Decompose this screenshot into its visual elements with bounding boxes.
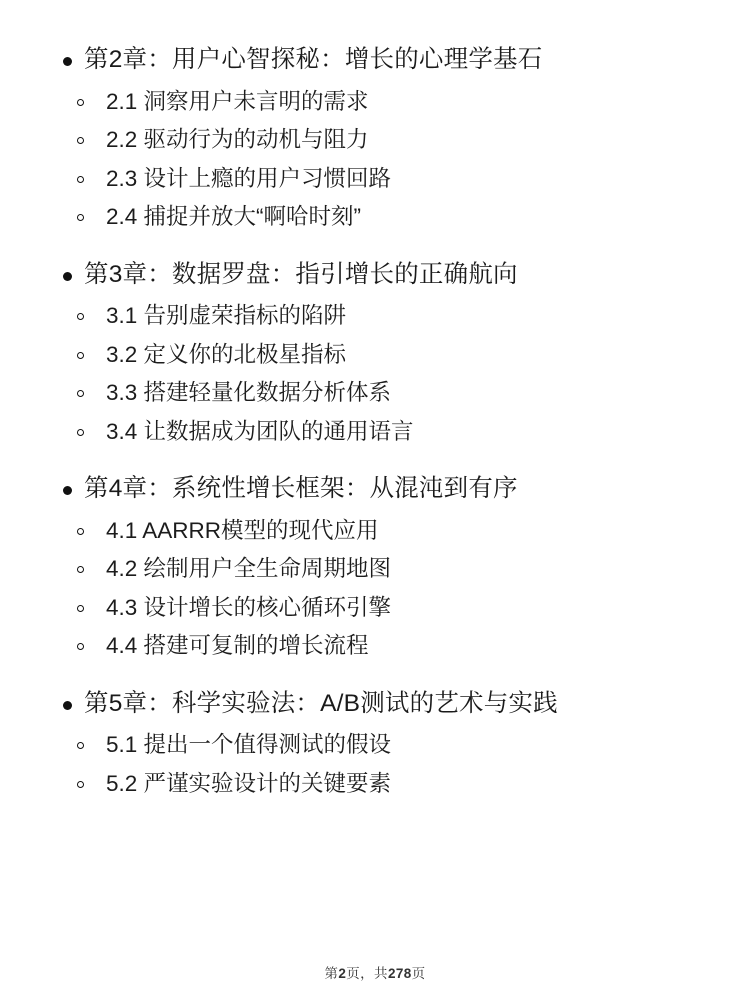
- toc-section[interactable]: [46, 515, 704, 547]
- section-title: 5.2 严谨实验设计的关键要素: [106, 770, 392, 796]
- circle-bullet-icon: [77, 176, 84, 183]
- toc-chapter[interactable]: [46, 255, 704, 293]
- bullet-icon: [63, 272, 72, 281]
- toc-section-list: [46, 300, 704, 447]
- circle-bullet-icon: [77, 566, 84, 573]
- section-title: 4.4 搭建可复制的增长流程: [106, 633, 369, 659]
- chapter-title: 第5章：科学实验法：A/B测试的艺术与实践: [84, 689, 558, 717]
- bullet-icon: [63, 486, 72, 495]
- footer-middle: 页，共: [346, 966, 388, 981]
- section-title: 3.1 告别虚荣指标的陷阱: [106, 303, 347, 329]
- toc-section[interactable]: [46, 339, 704, 371]
- toc-section[interactable]: [46, 201, 704, 233]
- toc-section-list: [46, 515, 704, 662]
- section-title: 4.3 设计增长的核心循环引擎: [106, 594, 392, 620]
- section-title: 5.1 提出一个值得测试的假设: [106, 732, 392, 758]
- section-title: 2.4 捕捉并放大“啊哈时刻”: [106, 204, 362, 230]
- section-title: 4.2 绘制用户全生命周期地图: [106, 556, 392, 582]
- toc-chapter[interactable]: [46, 684, 704, 722]
- section-title: 2.1 洞察用户未言明的需求: [106, 88, 369, 114]
- toc-section[interactable]: [46, 163, 704, 195]
- page-footer: [0, 962, 750, 982]
- toc-section[interactable]: [46, 729, 704, 761]
- table-of-contents: [46, 40, 704, 799]
- bullet-icon: [63, 57, 72, 66]
- footer-prefix: 第: [324, 966, 339, 981]
- toc-section[interactable]: [46, 768, 704, 800]
- circle-bullet-icon: [77, 429, 84, 436]
- toc-chapter[interactable]: [46, 40, 704, 78]
- chapter-title: 第3章：数据罗盘：指引增长的正确航向: [84, 260, 518, 288]
- chapter-title: 第2章：用户心智探秘：增长的心理学基石: [84, 46, 543, 73]
- circle-bullet-icon: [77, 605, 84, 612]
- section-title: 2.3 设计上瘾的用户习惯回路: [106, 165, 392, 191]
- section-title: 3.2 定义你的北极星指标: [106, 341, 347, 367]
- circle-bullet-icon: [77, 137, 84, 144]
- toc-section[interactable]: [46, 416, 704, 448]
- footer-suffix: 页: [411, 966, 426, 981]
- footer-total-pages: 278: [387, 966, 412, 981]
- section-title: 3.3 搭建轻量化数据分析体系: [106, 380, 392, 406]
- toc-chapter[interactable]: [46, 469, 704, 507]
- section-title: 2.2 驱动行为的动机与阻力: [106, 127, 369, 153]
- footer-current-page: 2: [338, 966, 347, 981]
- circle-bullet-icon: [77, 528, 84, 535]
- toc-section[interactable]: [46, 124, 704, 156]
- circle-bullet-icon: [77, 390, 84, 397]
- toc-section[interactable]: [46, 630, 704, 662]
- toc-section-list: [46, 729, 704, 799]
- toc-section[interactable]: [46, 300, 704, 332]
- toc-section[interactable]: [46, 86, 704, 118]
- circle-bullet-icon: [77, 99, 84, 106]
- toc-section[interactable]: [46, 592, 704, 624]
- circle-bullet-icon: [77, 313, 84, 320]
- bullet-icon: [63, 701, 72, 710]
- toc-section-list: [46, 86, 704, 233]
- circle-bullet-icon: [77, 643, 84, 650]
- toc-section[interactable]: [46, 553, 704, 585]
- section-title: 3.4 让数据成为团队的通用语言: [106, 418, 414, 444]
- circle-bullet-icon: [77, 352, 84, 359]
- circle-bullet-icon: [77, 781, 84, 788]
- chapter-title: 第4章：系统性增长框架：从混沌到有序: [84, 475, 518, 503]
- circle-bullet-icon: [77, 214, 84, 221]
- circle-bullet-icon: [77, 742, 84, 749]
- section-title: 4.1 AARRR模型的现代应用: [106, 517, 379, 543]
- toc-section[interactable]: [46, 377, 704, 409]
